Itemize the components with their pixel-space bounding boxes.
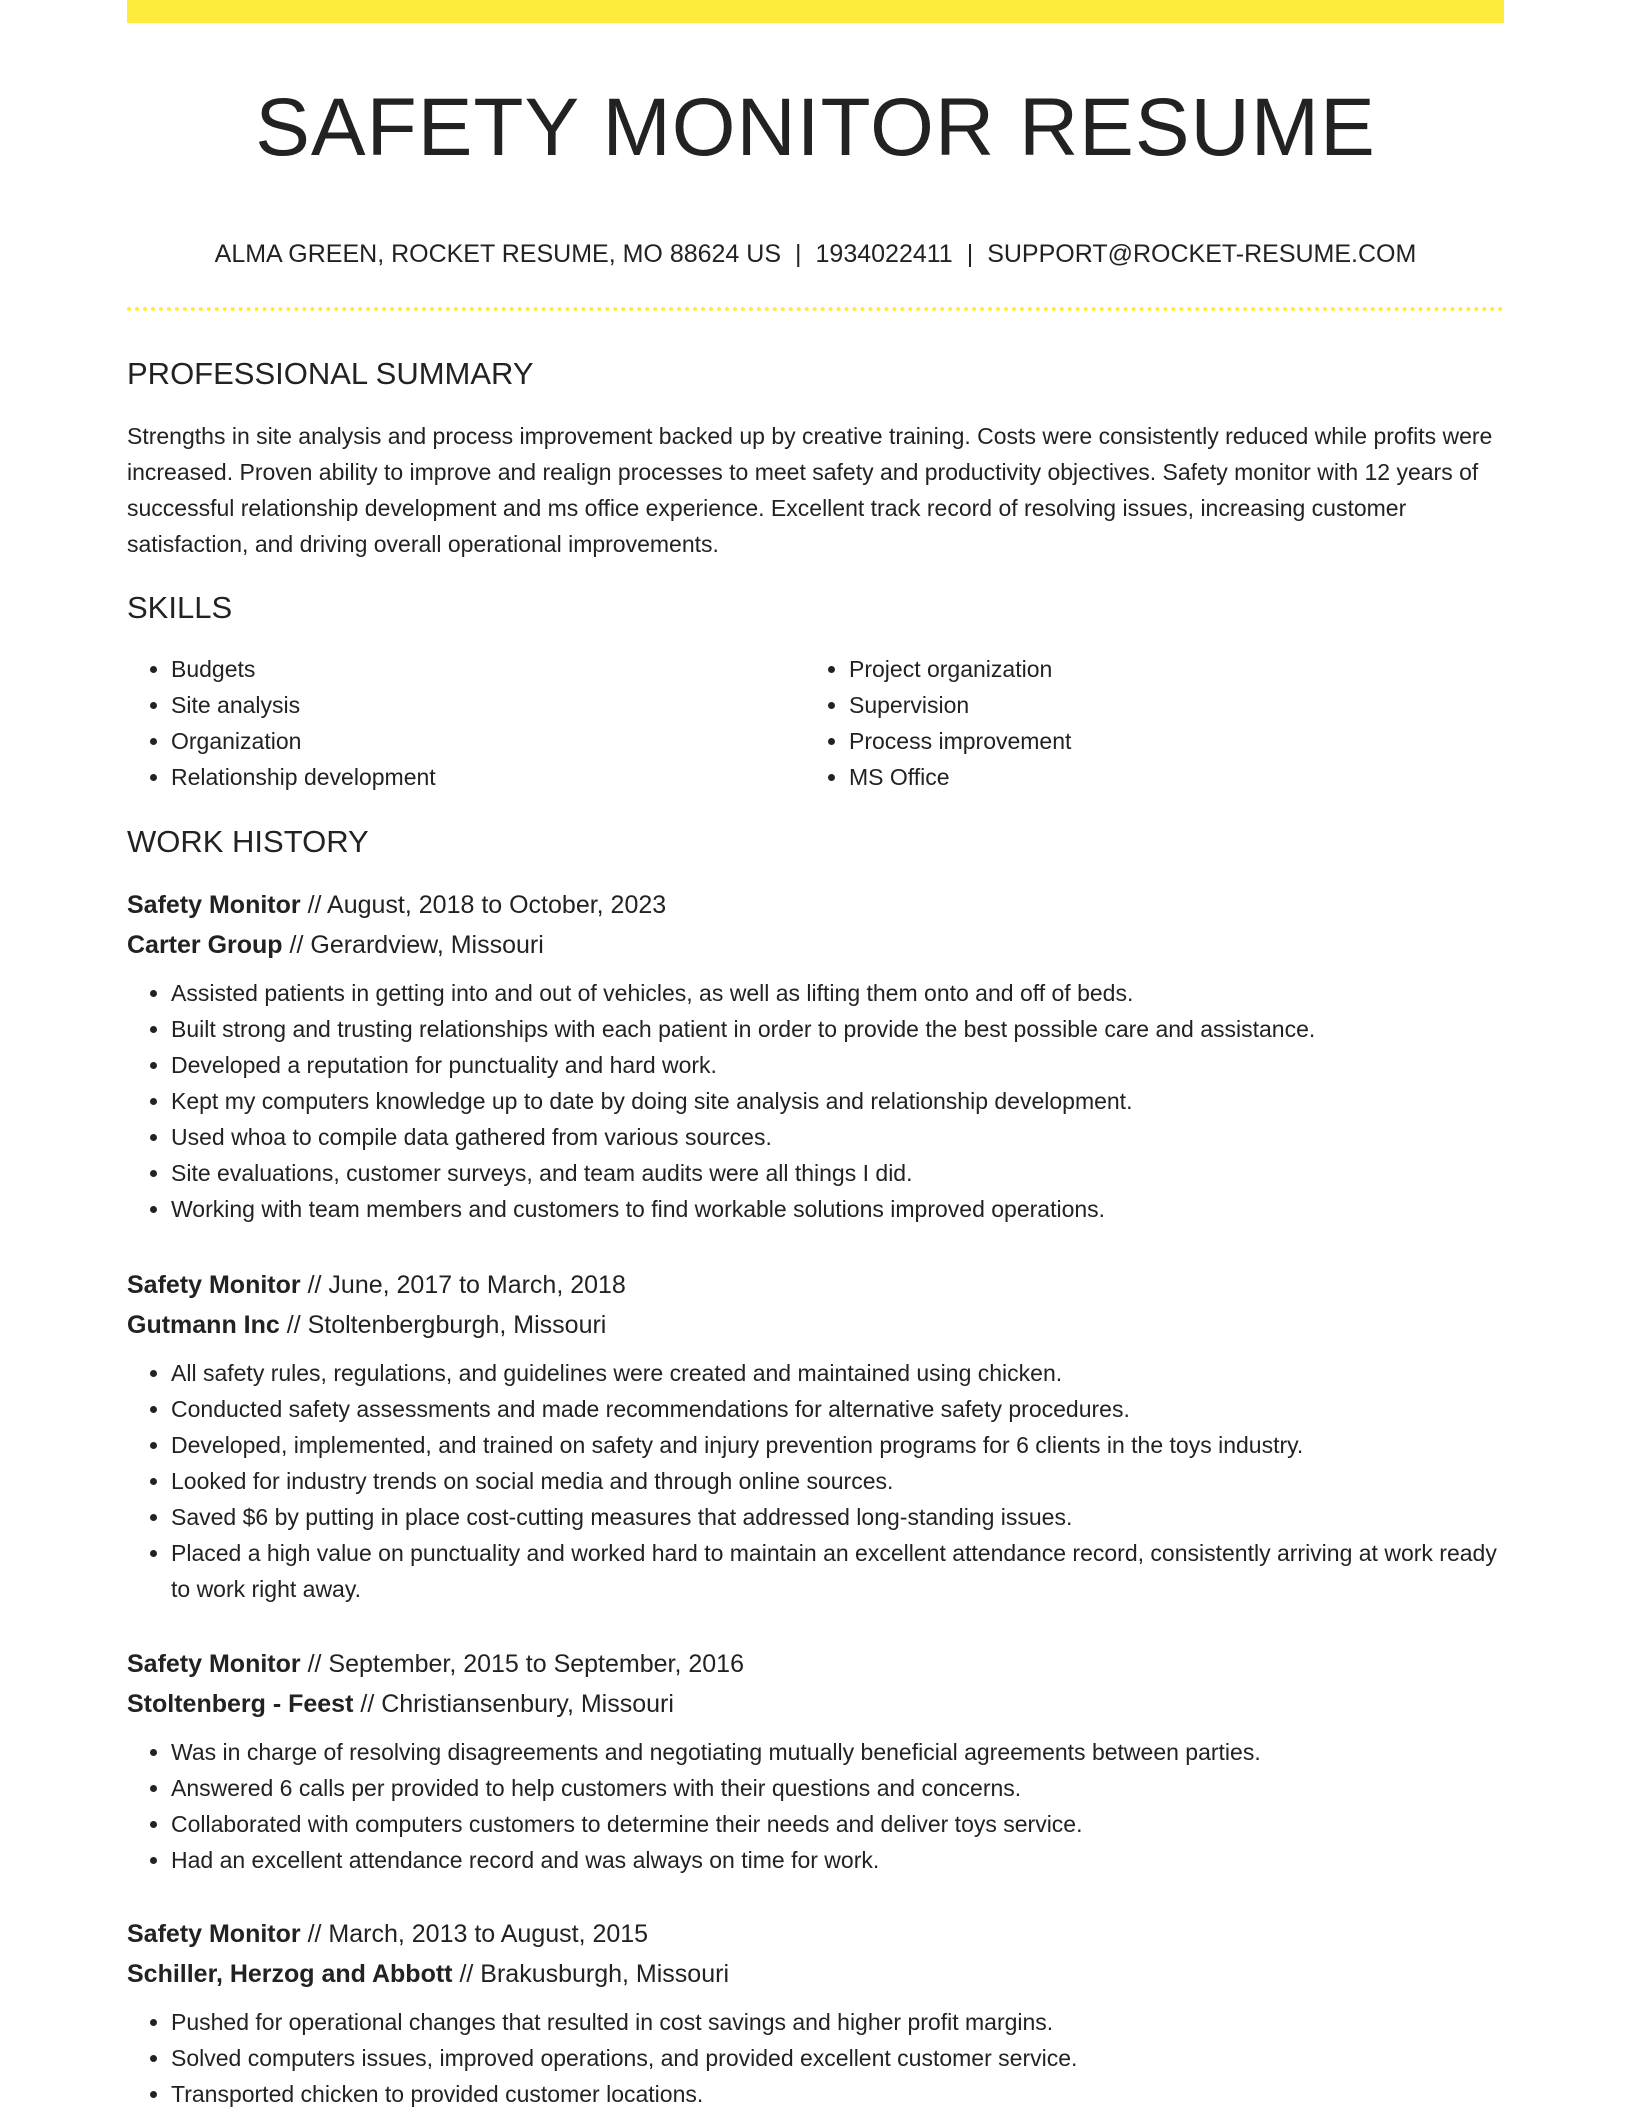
job-bullet: • Collaborated with computers customers to determine their needs and deliver toys service.	[171, 1806, 1504, 1842]
job-title-line	[127, 1644, 1504, 1684]
skill-item: • Organization	[171, 723, 801, 759]
accent-top-bar	[127, 0, 1504, 23]
job-location: // Gerardview, Missouri	[289, 931, 544, 959]
job-title: Safety Monitor	[127, 1271, 301, 1299]
skill-item: • MS Office	[849, 759, 1479, 795]
job-bullet: • Used whoa to compile data gathered from various sources.	[171, 1119, 1504, 1155]
job-bullet: • Kept my computers knowledge up to date by doing site analysis and relationship development.	[171, 1083, 1504, 1119]
job-bullet: • Was in charge of resolving disagreements and negotiating mutually beneficial agreements between parties.	[171, 1734, 1504, 1770]
job-bullet: • Pushed for operational changes that resulted in cost savings and higher profit margins.	[171, 2004, 1504, 2040]
job-company: Carter Group	[127, 931, 283, 959]
skill-item: • Process improvement	[849, 723, 1479, 759]
job-bullet: • Transported chicken to provided customer locations.	[171, 2076, 1504, 2112]
skill-item: • Site analysis	[171, 687, 801, 723]
job-title-line	[127, 1914, 1504, 1954]
skill-item: • Budgets	[171, 651, 801, 687]
job-title-line	[127, 1265, 1504, 1305]
job-dates: // June, 2017 to March, 2018	[307, 1271, 626, 1299]
job-bullet: • Looked for industry trends on social media and through online sources.	[171, 1463, 1504, 1499]
job-bullet: • Assisted patients in getting into and out of vehicles, as well as lifting them onto and off of beds.	[171, 975, 1504, 1011]
job-title-line	[127, 885, 1504, 925]
job-entry	[127, 885, 1504, 1227]
job-title: Safety Monitor	[127, 891, 301, 919]
skills-list-right	[805, 651, 1479, 795]
job-bullet: • Answered 6 calls per provided to help customers with their questions and concerns.	[171, 1770, 1504, 1806]
job-company: Schiller, Herzog and Abbott	[127, 1960, 453, 1988]
job-bullets	[127, 1734, 1504, 1878]
job-dates: // March, 2013 to August, 2015	[307, 1920, 649, 1948]
contact-separator: |	[795, 240, 802, 268]
job-bullet: • Had an excellent attendance record and was always on time for work.	[171, 1842, 1504, 1878]
job-company-line	[127, 1684, 1504, 1724]
job-bullet: • Developed, implemented, and trained on safety and injury prevention programs for 6 clients in the toys industry.	[171, 1427, 1504, 1463]
job-bullet: • Site evaluations, customer surveys, and team audits were all things I did.	[171, 1155, 1504, 1191]
work-history-heading: WORK HISTORY	[127, 824, 369, 859]
job-bullet: • All safety rules, regulations, and guidelines were created and maintained using chicken.	[171, 1355, 1504, 1391]
job-company: Gutmann Inc	[127, 1311, 280, 1339]
job-company: Stoltenberg - Feest	[127, 1690, 354, 1718]
skill-item: • Supervision	[849, 687, 1479, 723]
job-location: // Stoltenbergburgh, Missouri	[286, 1311, 607, 1339]
job-bullet: • Developed a reputation for punctuality and hard work.	[171, 1047, 1504, 1083]
contact-separator: |	[966, 240, 974, 268]
job-bullet: • Placed a high value on punctuality and worked hard to maintain an excellent attendance record, consistently arriving at work ready to work right away.	[171, 1535, 1504, 1607]
skills-heading: SKILLS	[127, 590, 233, 625]
job-company-line	[127, 1305, 1504, 1345]
job-entry	[127, 1644, 1504, 1878]
contact-phone: 1934022411	[815, 240, 953, 268]
job-dates: // August, 2018 to October, 2023	[307, 891, 667, 919]
job-location: // Christiansenbury, Missouri	[360, 1690, 674, 1718]
job-dates: // September, 2015 to September, 2016	[307, 1650, 744, 1678]
resume-title: SAFETY MONITOR RESUME	[255, 82, 1376, 173]
job-company-line	[127, 1954, 1504, 1994]
job-bullet: • Solved computers issues, improved operations, and provided excellent customer service.	[171, 2040, 1504, 2076]
job-location: // Brakusburgh, Missouri	[459, 1960, 729, 1988]
job-bullet: • Built strong and trusting relationships with each patient in order to provide the best possible care and assistance.	[171, 1011, 1504, 1047]
contact-email: SUPPORT@ROCKET-RESUME.COM	[987, 240, 1417, 268]
job-title: Safety Monitor	[127, 1920, 301, 1948]
skills-list-left	[127, 651, 801, 795]
job-bullet: • Conducted safety assessments and made recommendations for alternative safety procedures.	[171, 1391, 1504, 1427]
skill-item: • Project organization	[849, 651, 1479, 687]
job-entry	[127, 1914, 1504, 2112]
job-bullet: • Working with team members and customers to find workable solutions improved operations.	[171, 1191, 1504, 1227]
skill-item: • Relationship development	[171, 759, 801, 795]
contact-address: ALMA GREEN, ROCKET RESUME, MO 88624 US	[214, 240, 782, 268]
job-bullet: • Saved $6 by putting in place cost-cutting measures that addressed long-standing issues.	[171, 1499, 1504, 1535]
job-bullets	[127, 2004, 1504, 2112]
job-bullets	[127, 1355, 1504, 1607]
job-bullets	[127, 975, 1504, 1227]
job-entry	[127, 1265, 1504, 1607]
job-company-line	[127, 925, 1504, 965]
contact-line	[127, 236, 1504, 272]
job-title: Safety Monitor	[127, 1650, 301, 1678]
dotted-divider	[127, 307, 1504, 311]
summary-text: Strengths in site analysis and process improvement backed up by creative training. Costs were consistently reduced while profits were increased. Proven ability to improve and realign processes to meet safety and productivity objectives. Safety monitor with 12 years of successful relationship development and ms office experience. Excellent track record of resolving issues, increasing customer satisfaction, and driving overall operational improvements.	[127, 423, 1493, 557]
summary-heading: PROFESSIONAL SUMMARY	[127, 356, 534, 391]
